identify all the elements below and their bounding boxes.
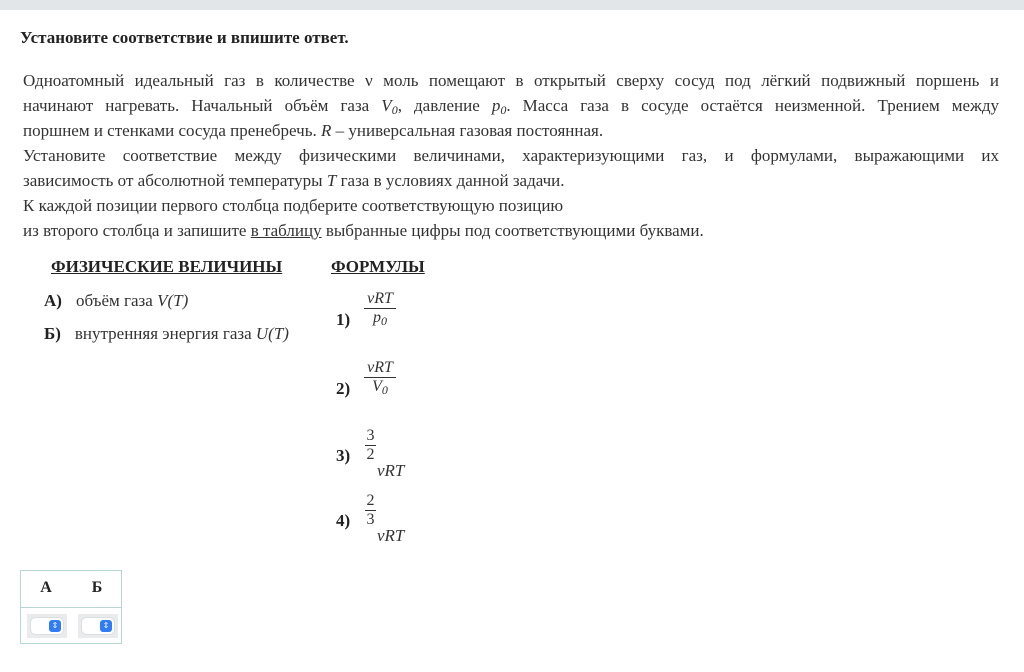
statement-line-1: Одноатомный идеальный газ в количестве ν моль помещают в открытый сверху сосуд под лёгкий подвижный поршень и xyxy=(23,71,999,90)
formula-4-number: 4) xyxy=(336,511,351,530)
var-r: R xyxy=(320,121,332,140)
formula-3-number: 3) xyxy=(336,446,351,465)
denominator xyxy=(364,309,396,327)
sub: 0 xyxy=(391,103,398,117)
table-link[interactable]: в таблицу xyxy=(250,221,322,240)
answer-cell-b xyxy=(78,614,118,638)
text: , давление xyxy=(397,96,492,115)
numerator: 2 xyxy=(366,492,375,509)
sub: 0 xyxy=(381,383,388,397)
formula-3 xyxy=(365,427,376,464)
text: из второго столбца и запишите xyxy=(23,221,251,240)
text: начинают нагревать. Начальный объём газа xyxy=(23,96,382,115)
updown-chevron-icon: ⇕ xyxy=(49,620,61,632)
statement-line-2 xyxy=(23,93,999,118)
answer-cell-a xyxy=(27,614,67,638)
quantities-header: ФИЗИЧЕСКИЕ ВЕЛИЧИНЫ xyxy=(51,257,283,276)
sub: 0 xyxy=(381,314,387,328)
quantity-a xyxy=(44,291,188,311)
denominator: 2 xyxy=(366,446,375,463)
answer-header-a: А xyxy=(40,579,52,596)
numerator: 3 xyxy=(366,427,375,444)
formula-1 xyxy=(364,290,396,327)
var-t: T xyxy=(326,171,337,190)
text: газа в условиях данной задачи. xyxy=(336,171,565,190)
statement-line-3 xyxy=(23,118,999,143)
quantity-b xyxy=(44,324,289,344)
answer-select-b[interactable] xyxy=(82,618,114,634)
formula-2 xyxy=(364,359,396,396)
problem-statement xyxy=(23,68,999,243)
letter: Б) xyxy=(44,324,61,343)
text: выбранные цифры под соответствующими буквами. xyxy=(321,221,704,240)
text: – универсальная газовая постоянная. xyxy=(331,121,604,140)
updown-chevron-icon: ⇕ xyxy=(100,620,112,632)
text: объём газа xyxy=(75,291,158,310)
formula-4-tail: νRT xyxy=(377,526,405,545)
answer-table-header xyxy=(21,571,121,608)
letter: А) xyxy=(44,291,62,310)
formula-3-tail: νRT xyxy=(377,461,405,480)
text: внутренняя энергия газа xyxy=(74,324,256,343)
answer-select-a[interactable] xyxy=(31,618,63,634)
instruction-line-1: Установите соответствие между физическими величинами, характеризующими газ, и формулами, выражающими их xyxy=(23,146,999,165)
var: V xyxy=(381,96,392,115)
formula-4 xyxy=(365,492,376,529)
var: p xyxy=(373,309,381,326)
var: p xyxy=(491,96,501,115)
formulas-header: ФОРМУЛЫ xyxy=(331,257,425,276)
formula-2-number: 2) xyxy=(336,379,351,398)
denominator xyxy=(364,378,396,396)
top-bar xyxy=(0,0,1024,10)
var-p0 xyxy=(492,96,507,115)
answer-table xyxy=(20,570,122,644)
numerator: νRT xyxy=(367,290,393,307)
denominator: 3 xyxy=(366,511,375,528)
var-v0 xyxy=(381,96,397,115)
text: зависимость от абсолютной температуры xyxy=(23,171,327,190)
formula-1-number: 1) xyxy=(336,310,351,329)
math: U(T) xyxy=(255,324,289,343)
text: . Масса газа в сосуде остаётся неизменной. Трением между xyxy=(506,96,999,115)
var: V xyxy=(372,378,382,395)
instruction-line-3: К каждой позиции первого столбца подберите соответствующую позицию xyxy=(23,196,564,215)
instruction-line-4 xyxy=(23,218,999,243)
sub: 0 xyxy=(500,103,507,117)
task-heading: Установите соответствие и впишите ответ. xyxy=(20,28,349,47)
instruction-line-2 xyxy=(23,168,999,193)
numerator: νRT xyxy=(367,359,393,376)
answer-header-b: Б xyxy=(91,579,103,596)
math: V(T) xyxy=(157,291,189,310)
text: поршнем и стенками сосуда пренебречь. xyxy=(23,121,321,140)
